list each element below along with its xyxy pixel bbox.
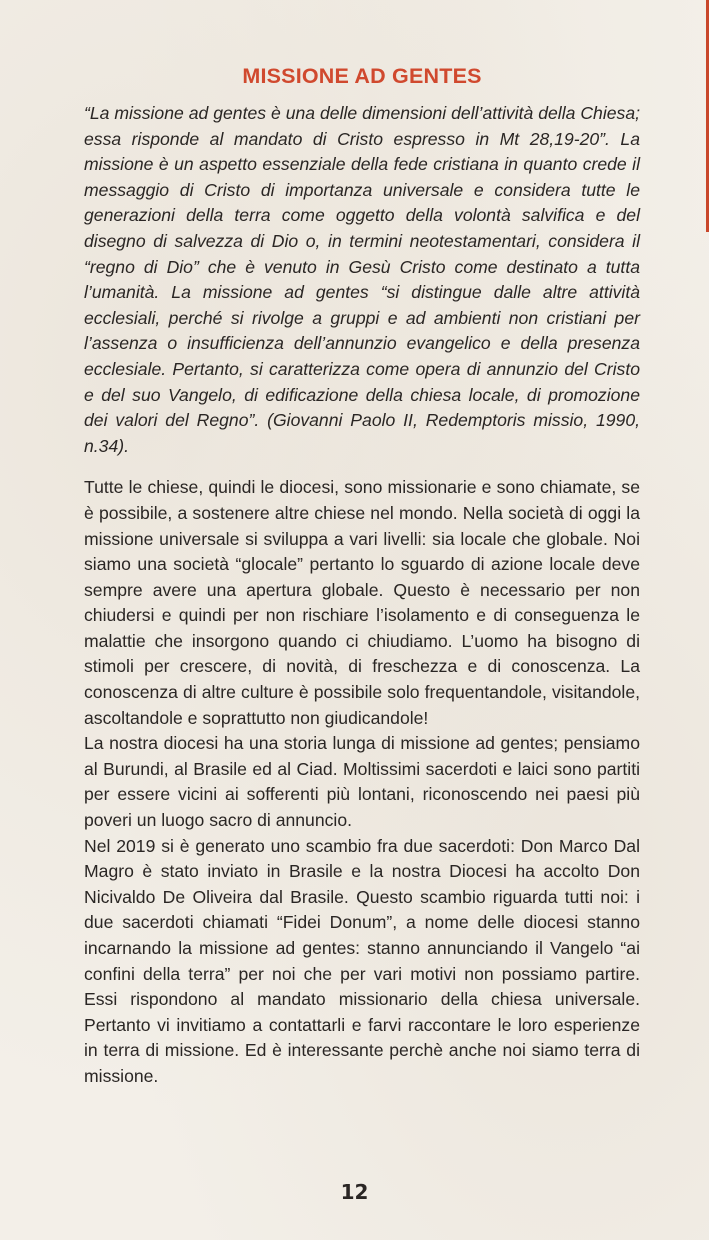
quote-paragraph: “La missione ad gentes è una delle dimensioni dell’attività della Chiesa; essa risponde al mandato di Cristo espresso in Mt 28,19-20”. La missione è un aspetto essenziale della fede cristiana in quanto crede il messaggio di Cristo di importanza universale e considera tutte le generazioni della terra come oggetto della volontà salvifica e del disegno di salvezza di Dio o, in termini neotestamentari, considera il “regno di Dio” che è venuto in Gesù Cristo come destinato a tutta l’umanità. La missione ad gentes “si distingue dalle altre attività ecclesiali, perché si rivolge a gruppi e ad ambienti non cristiani per l’assenza o insufficienza dell’annunzio evangelico e della presenza ecclesiale. Pertanto, si caratterizza come opera di annunzio del Cristo e del suo Vangelo, di edificazione della chiesa locale, di promozione dei valori del Regno”. (Giovanni Paolo II, Redemptoris missio, 1990, n.34). — [84, 103, 640, 456]
page-content — [84, 63, 640, 1090]
section-title: MISSIONE AD GENTES — [242, 64, 482, 88]
body-paragraph: La nostra diocesi ha una storia lunga di missione ad gentes; pensiamo al Burundi, al Brasile ed al Ciad. Moltissimi sacerdoti e laici sono partiti per essere vicini ai sofferenti più lontani, riconoscendo nei paesi più poveri un luogo sacro di annuncio. — [84, 733, 640, 831]
body-text-block — [84, 475, 640, 1089]
page-number: 12 — [340, 1180, 369, 1204]
body-paragraph: Tutte le chiese, quindi le diocesi, sono missionarie e sono chiamate, se è possibile, a sostenere altre chiese nel mondo. Nella società di oggi la missione universale si sviluppa a vari livelli: sia locale che globale. Noi siamo una società “glocale” pertanto lo sguardo di azione locale deve sempre avere una apertura globale. Questo è necessario per non chiudersi e quindi per non rischiare l’isolamento e di conseguenza le malattie che insorgono quando ci chiudiamo. L’uomo ha bisogno di stimoli per crescere, di novità, di freschezza e di conoscenza. La conoscenza di altre culture è possibile solo frequentandole, visitandole, ascoltandole e soprattutto non giudicandole! — [84, 477, 640, 728]
body-paragraph: Nel 2019 si è generato uno scambio fra due sacerdoti: Don Marco Dal Magro è stato inviato in Brasile e la nostra Diocesi ha accolto Don Nicivaldo De Oliveira dal Brasile. Questo scambio riguarda tutti noi: i due sacerdoti chiamati “Fidei Donum”, a nome delle diocesi stanno incarnando la missione ad gentes: stanno annunciando il Vangelo “ai confini della terra” per noi che per vari motivi non possiamo partire. Essi rispondono al mandato missionario della chiesa universale. Pertanto vi invitiamo a contattarli e farvi raccontare le loro esperienze in terra di missione. Ed è interessante perchè anche noi siamo terra di missione. — [84, 835, 640, 1086]
